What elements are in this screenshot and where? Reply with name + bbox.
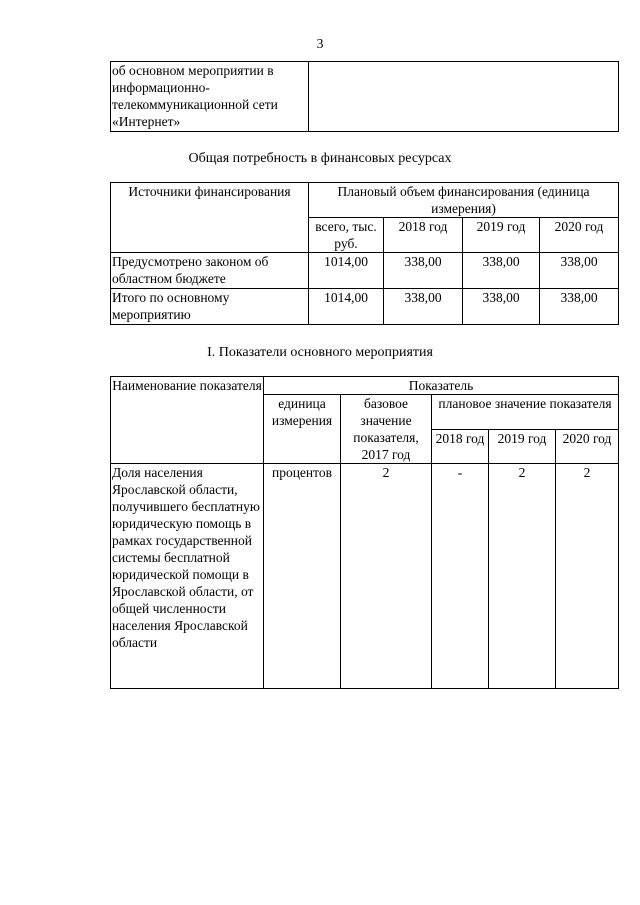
finance-table: [110, 182, 619, 325]
finance-row-2019: 338,00: [463, 253, 540, 289]
indicators-table: [110, 376, 619, 689]
page-number: 3: [316, 37, 324, 52]
continuation-cell-left: об основном мероприятии в информационно-телекоммуникационной сети «Интернет»: [111, 62, 309, 132]
finance-header-year: 2020 год: [540, 218, 619, 253]
table-row: [111, 464, 619, 689]
indicators-header-name: Наименование показателя: [111, 377, 264, 464]
finance-row-total: 1014,00: [309, 253, 384, 289]
finance-row-total: 1014,00: [309, 289, 384, 325]
indicators-header-indicator: Показатель: [264, 377, 619, 395]
indicators-header-year: 2018 год: [432, 429, 489, 464]
indicator-2019: 2: [489, 464, 556, 689]
indicators-header-planned: плановое значение показателя: [432, 395, 619, 430]
finance-row-2018: 338,00: [384, 253, 463, 289]
finance-row-2020: 338,00: [540, 253, 619, 289]
table-row: [111, 253, 619, 289]
finance-header-source: Источники финансирования: [111, 183, 309, 253]
finance-header-year: 2018 год: [384, 218, 463, 253]
finance-row-2018: 338,00: [384, 289, 463, 325]
finance-row-2019: 338,00: [463, 289, 540, 325]
finance-header-total: всего, тыс. руб.: [309, 218, 384, 253]
finance-row-label: Итого по основному мероприятию: [111, 289, 309, 325]
indicator-2018: -: [432, 464, 489, 689]
indicators-heading: I. Показатели основного мероприятия: [207, 345, 433, 360]
table-row: [111, 289, 619, 325]
indicator-base: 2: [341, 464, 432, 689]
indicators-header-unit: единица измерения: [264, 395, 341, 464]
continuation-table: [110, 61, 619, 132]
continuation-cell-right: [309, 62, 619, 132]
indicator-name: Доля населения Ярославской области, получившего бесплатную юридическую помощь в рамках государственной системы бесплатной юридической помощи в Ярославской области, от общей численности населения Ярославской области: [111, 464, 264, 689]
finance-row-label: Предусмотрено законом об областном бюджете: [111, 253, 309, 289]
indicator-unit: процентов: [264, 464, 341, 689]
indicators-header-base: базовое значение показателя, 2017 год: [341, 395, 432, 464]
finance-row-2020: 338,00: [540, 289, 619, 325]
finance-header-year: 2019 год: [463, 218, 540, 253]
indicator-2020: 2: [556, 464, 619, 689]
finance-heading: Общая потребность в финансовых ресурсах: [188, 151, 452, 166]
finance-header-planned: Плановый объем финансирования (единица измерения): [309, 183, 619, 218]
indicators-header-year: 2020 год: [556, 429, 619, 464]
indicators-header-year: 2019 год: [489, 429, 556, 464]
